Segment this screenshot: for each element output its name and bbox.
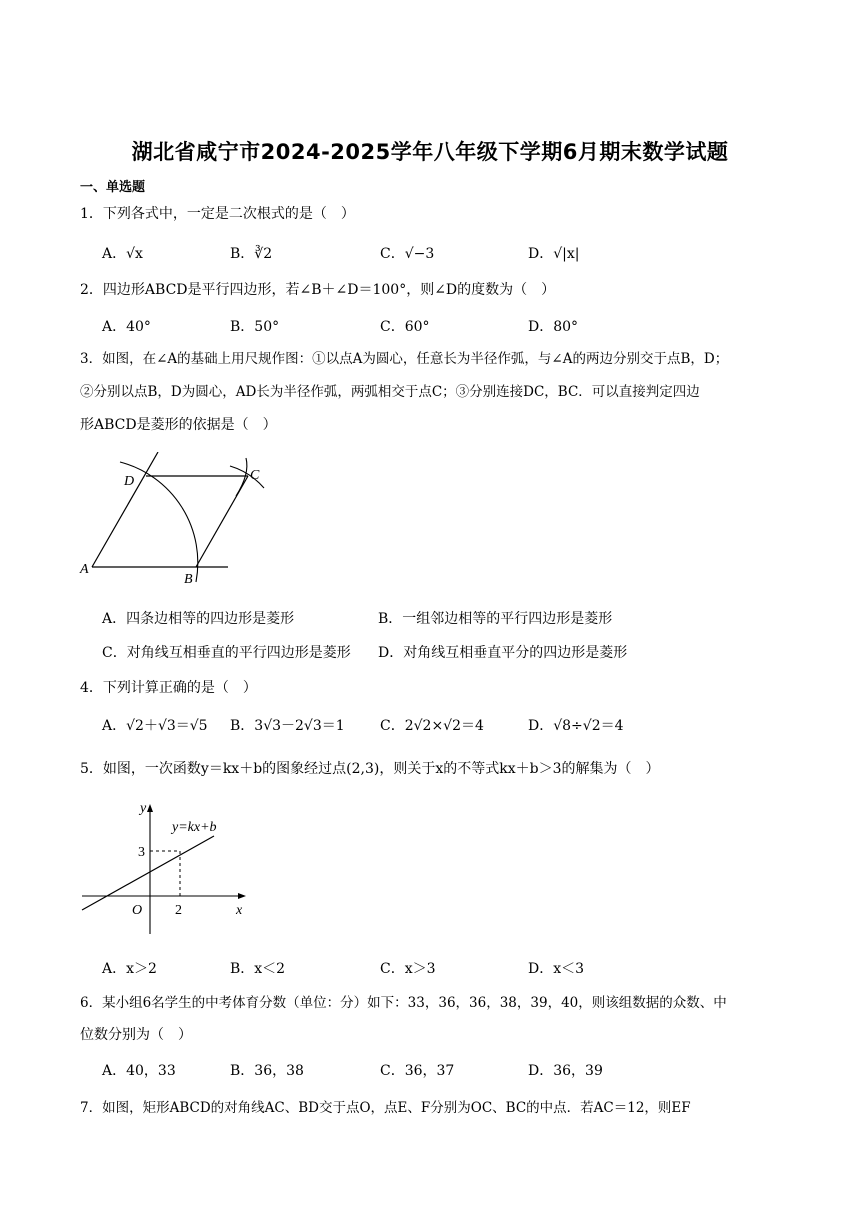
question-2-stem: 2．四边形ABCD是平行四边形，若∠B＋∠D＝100°，则∠D的度数为（ ）	[80, 282, 556, 298]
page-title: 湖北省咸宁市2024-2025学年八年级下学期6月期末数学试题	[131, 140, 729, 164]
q4-option-d: D．√8÷√2＝4	[528, 718, 624, 734]
q6-option-b: B．36，38	[230, 1063, 304, 1079]
label-origin: O	[132, 903, 143, 918]
section-heading: 一、单选题	[80, 180, 146, 195]
label-three: 3	[138, 845, 145, 860]
label-d: D	[124, 474, 135, 489]
question-3-line-3: 形ABCD是菱形的依据是（ ）	[80, 417, 277, 433]
question-7-line-1: 7．如图，矩形ABCD的对角线AC、BD交于点O，点E、F分别为OC、BC的中点．若AC＝12，则EF	[80, 1100, 691, 1116]
q5-option-a: A．x＞2	[102, 961, 157, 977]
q4-option-c: C．2√2×√2＝4	[380, 718, 484, 734]
q3-option-c: C．对角线互相垂直的平行四边形是菱形	[102, 645, 351, 661]
q6-option-c: C．36，37	[380, 1063, 455, 1079]
y-axis-arrow	[147, 804, 153, 812]
q6-option-a: A．40，33	[102, 1063, 176, 1079]
arc-from-b	[236, 458, 247, 496]
q1-option-b: B．∛2	[230, 246, 273, 262]
q3-option-b: B．一组邻边相等的平行四边形是菱形	[378, 611, 613, 627]
q6-option-d: D．36，39	[528, 1063, 603, 1079]
label-equation: y=kx+b	[172, 820, 217, 835]
label-y: y	[140, 801, 147, 816]
question-4-stem: 4．下列计算正确的是（ ）	[80, 680, 257, 696]
label-two: 2	[175, 903, 182, 918]
rhombus-construction-figure	[78, 452, 278, 588]
label-b: B	[184, 572, 193, 587]
x-axis-arrow	[238, 893, 246, 899]
q1-option-d: D．√|x|	[528, 246, 580, 262]
label-x: x	[236, 903, 243, 918]
q2-option-d: D．80°	[528, 319, 579, 335]
q4-option-a: A．√2＋√3＝√5	[102, 718, 208, 734]
question-5-stem: 5．如图，一次函数y＝kx＋b的图象经过点(2,3)，则关于x的不等式kx＋b＞3的解集为（ ）	[80, 761, 660, 777]
q2-option-a: A．40°	[102, 319, 151, 335]
q3-option-a: A．四条边相等的四边形是菱形	[102, 611, 295, 627]
q5-option-b: B．x＜2	[230, 961, 286, 977]
question-6-line-2: 位数分别为（ ）	[80, 1027, 192, 1043]
q2-option-c: C．60°	[380, 319, 430, 335]
label-c: C	[250, 468, 260, 483]
question-3-line-1: 3．如图，在∠A的基础上用尺规作图：①以点A为圆心，任意长为半径作弧，与∠A的两边分别交于点B，D；	[80, 351, 729, 367]
q4-option-b: B．3√3－2√3＝1	[230, 718, 345, 734]
question-1-stem: 1．下列各式中，一定是二次根式的是（ ）	[80, 206, 355, 222]
q5-option-c: C．x＞3	[380, 961, 436, 977]
label-a: A	[80, 562, 89, 577]
question-6-line-1: 6．某小组6名学生的中考体育分数（单位：分）如下：33，36，36，38，39，40，则该组数据的众数、中	[80, 995, 727, 1011]
question-3-line-2: ②分别以点B，D为圆心，AD长为半径作弧，两弧相交于点C；③分别连接DC，BC．可以直接判定四边	[80, 384, 700, 400]
linear-function-graph	[78, 798, 258, 938]
function-line	[82, 836, 214, 910]
q2-option-b: B．50°	[230, 319, 280, 335]
q1-option-a: A．√x	[102, 246, 143, 262]
q3-option-d: D．对角线互相垂直平分的四边形是菱形	[378, 645, 628, 661]
side-ray	[92, 452, 158, 567]
q5-option-d: D．x＜3	[528, 961, 585, 977]
q1-option-c: C．√−3	[380, 246, 435, 262]
